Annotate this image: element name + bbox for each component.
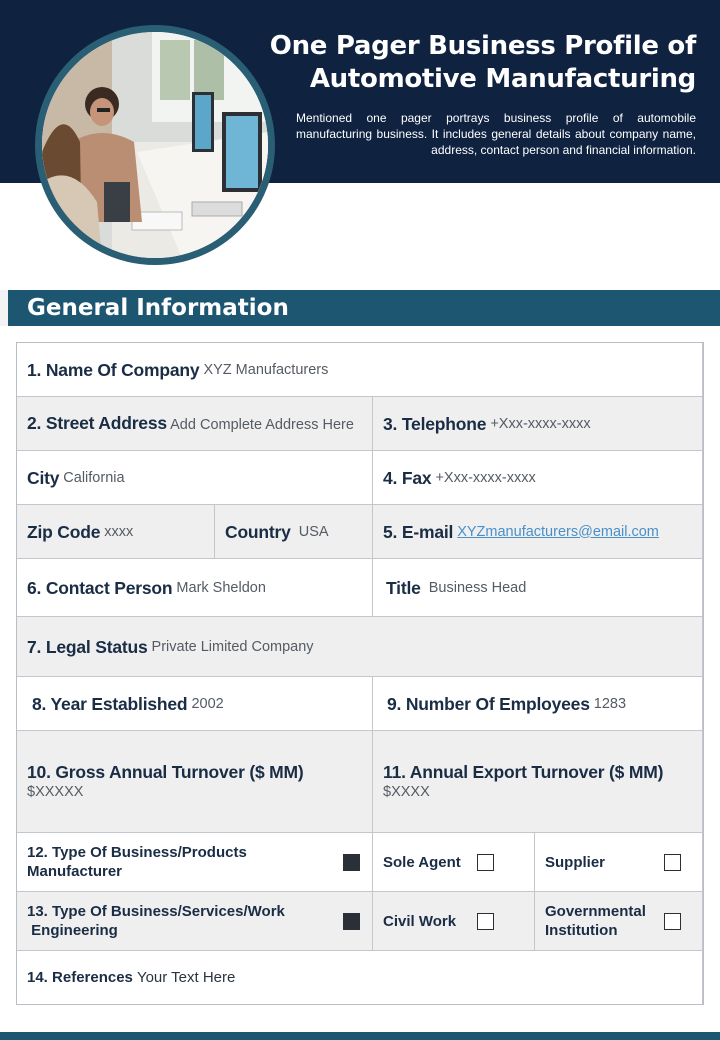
- gross-turnover-value: $XXXXX: [27, 783, 84, 800]
- country-value: USA: [298, 523, 329, 540]
- contact-person-value: Mark Sheldon: [176, 579, 266, 596]
- governmental-label: Governmental: [545, 903, 646, 920]
- business-services-cell: [17, 892, 373, 951]
- page-title: One Pager Business Profile of Automotive Manufacturing: [269, 31, 696, 94]
- business-products-sublabel: Manufacturer: [27, 863, 123, 880]
- section-title: General Information: [27, 295, 289, 321]
- employees-label: 9. Number Of Employees: [387, 693, 590, 714]
- governmental-sublabel: Institution: [545, 922, 618, 939]
- business-services-label: 13. Type Of Business/Services/Work: [27, 903, 285, 920]
- governmental-cell: [535, 892, 703, 951]
- footer-bar: [0, 1032, 720, 1040]
- business-products-label: 12. Type Of Business/Products: [27, 844, 247, 861]
- governmental-checkbox[interactable]: [664, 913, 681, 930]
- zip-code-value: xxxx: [104, 523, 134, 540]
- zip-code-label: Zip Code: [27, 521, 101, 542]
- supplier-checkbox[interactable]: [664, 854, 681, 871]
- references-cell: [17, 951, 703, 1004]
- sole-agent-label: Sole Agent: [383, 853, 461, 871]
- company-name-value: XYZ Manufacturers: [203, 361, 329, 378]
- civil-work-cell: [373, 892, 535, 951]
- business-services-checkbox[interactable]: [343, 913, 360, 930]
- fax-label: 4. Fax: [383, 467, 432, 488]
- street-address-cell: [17, 397, 373, 451]
- civil-work-label: Civil Work: [383, 912, 457, 930]
- street-address-label: 2. Street Address: [27, 412, 167, 433]
- supplier-label: Supplier: [545, 853, 606, 871]
- telephone-value: +Xxx-xxxx-xxxx: [490, 415, 591, 432]
- business-services-sublabel: Engineering: [27, 922, 118, 939]
- title-label: Title: [386, 577, 421, 598]
- email-link[interactable]: XYZmanufacturers@email.com: [457, 523, 659, 540]
- email-cell: [373, 505, 703, 559]
- references-value: Your Text Here: [136, 968, 236, 986]
- city-cell: [17, 451, 373, 505]
- legal-status-value: Private Limited Company: [151, 638, 314, 655]
- business-products-cell: [17, 833, 373, 892]
- fax-cell: [373, 451, 703, 505]
- company-name-cell: [17, 343, 703, 397]
- general-info-table: [16, 342, 704, 1005]
- country-cell: [215, 505, 373, 559]
- contact-person-cell: [17, 559, 373, 617]
- year-established-cell: [17, 677, 373, 731]
- legal-status-label: 7. Legal Status: [27, 636, 148, 657]
- business-products-checkbox[interactable]: [343, 854, 360, 871]
- export-turnover-value: $XXXX: [383, 783, 430, 800]
- telephone-cell: [373, 397, 703, 451]
- title-cell: [373, 559, 703, 617]
- gross-turnover-label: 10. Gross Annual Turnover ($ MM): [27, 761, 304, 782]
- section-accent: [0, 290, 8, 326]
- year-established-value: 2002: [191, 695, 224, 712]
- city-label: City: [27, 467, 60, 488]
- sole-agent-checkbox[interactable]: [477, 854, 494, 871]
- telephone-label: 3. Telephone: [383, 413, 487, 434]
- legal-status-cell: [17, 617, 703, 677]
- email-label: 5. E-mail: [383, 521, 454, 542]
- title-value: Business Head: [428, 579, 527, 596]
- fax-value: +Xxx-xxxx-xxxx: [435, 469, 536, 486]
- street-address-value: Add Complete Address Here: [170, 416, 354, 433]
- employees-value: 1283: [593, 695, 627, 712]
- export-turnover-cell: [373, 731, 703, 833]
- sole-agent-cell: [373, 833, 535, 892]
- country-label: Country: [225, 521, 291, 542]
- zip-code-cell: [17, 505, 215, 559]
- contact-person-label: 6. Contact Person: [27, 577, 173, 598]
- employees-cell: [373, 677, 703, 731]
- city-value: California: [63, 469, 125, 486]
- page-subtitle: Mentioned one pager portrays business profile of automobile manufacturing business. It includes general details about company name, address, contact person and financial information.: [296, 111, 696, 157]
- export-turnover-label: 11. Annual Export Turnover ($ MM): [383, 761, 664, 782]
- supplier-cell: [535, 833, 703, 892]
- references-label: 14. References: [27, 969, 133, 986]
- gross-turnover-cell: [17, 731, 373, 833]
- office-scene-image: [42, 32, 268, 258]
- civil-work-checkbox[interactable]: [477, 913, 494, 930]
- company-name-label: 1. Name Of Company: [27, 359, 200, 380]
- office-photo: [35, 25, 275, 265]
- year-established-label: 8. Year Established: [32, 693, 188, 714]
